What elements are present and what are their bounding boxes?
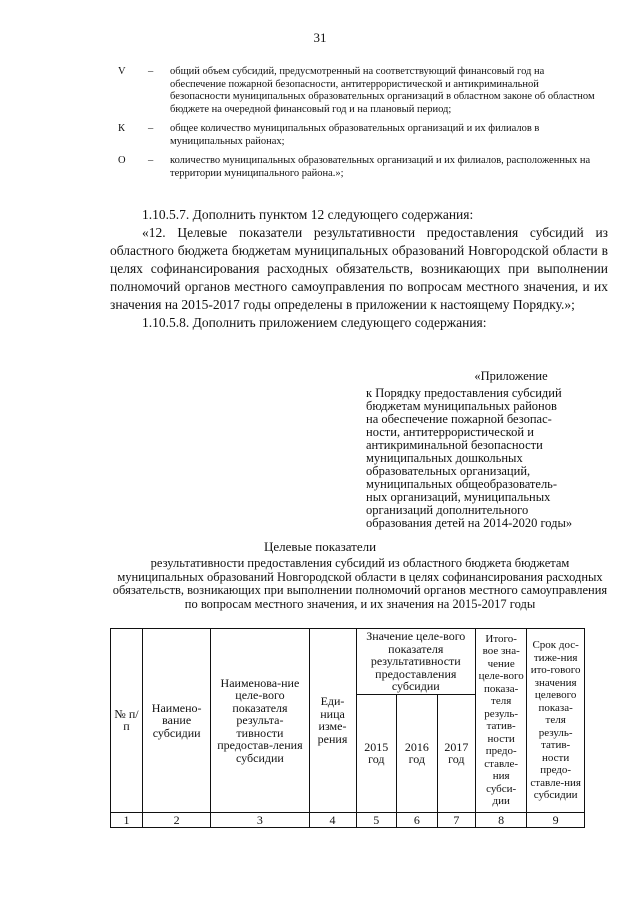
appendix-line: ных организаций, муниципальных [366, 490, 551, 504]
table-subtitle: результативности предоставления субсидий из областного бюджета бюджетам муниципальных образований Новгородской области в целях софинансирования расходных обязательств, возникающих при выполнении полномочий органов местного самоуправления по вопросам местного значения, и их значения на 2015-2017 годы [112, 556, 608, 611]
paragraph-1: 1.10.5.7. Дополнить пунктом 12 следующего содержания: [142, 207, 474, 222]
appendix-block [366, 370, 606, 530]
column-number: 7 [437, 812, 475, 828]
definition-symbol: V [118, 66, 126, 77]
header-cell-unit: Еди-ница изме-рения [309, 629, 356, 813]
definitions-list [118, 66, 598, 187]
definition-item [118, 123, 598, 148]
definition-dash: – [148, 66, 154, 77]
column-number: 8 [476, 812, 527, 828]
table-column-numbers-row [111, 812, 585, 828]
definition-symbol: О [118, 155, 126, 166]
definition-dash: – [148, 155, 154, 166]
column-number: 2 [143, 812, 211, 828]
definition-dash: – [148, 123, 154, 134]
definition-symbol: К [118, 123, 126, 134]
appendix-line: к Порядку предоставления субсидий [366, 386, 562, 400]
definition-item [118, 155, 598, 180]
column-number: 9 [527, 812, 585, 828]
appendix-line: ности, антитеррористической и [366, 425, 534, 439]
header-cell-total: Итого-вое зна-чение целе-вого показа-теля резуль-татив-ности предо-ставле-ния субси-дии [476, 629, 527, 813]
appendix-line: организаций дополнительного [366, 503, 529, 517]
paragraph-3: 1.10.5.8. Дополнить приложением следующего содержания: [142, 315, 487, 330]
header-cell-2016: 2016 год [397, 694, 438, 812]
header-cell-name: Наимено-вание субсидии [143, 629, 211, 813]
header-cell-indicator: Наименова-ние целе-вого показателя результа-тивности предостав-ления субсидии [211, 629, 309, 813]
column-number: 1 [111, 812, 143, 828]
appendix-line: муниципальных дошкольных [366, 451, 523, 465]
paragraph-2: «12. Целевые показатели результативности предоставления субсидий из областного бюджета бюджетам муниципальных образований Новгородской области в целях софинансирования расходных обязательств, возникающих при выполнении полномочий органов местного самоуправления по вопросам местного значения, и их значения на 2015-2017 годы определены в приложении к настоящему Порядку.»; [110, 225, 608, 312]
appendix-line: муниципальных общеобразователь- [366, 477, 558, 491]
main-text [110, 206, 608, 332]
column-number: 6 [397, 812, 438, 828]
table-title: Целевые показатели [263, 539, 377, 554]
definition-item [118, 66, 598, 116]
header-cell-2015: 2015 год [356, 694, 397, 812]
appendix-lines [366, 387, 606, 530]
column-number: 4 [309, 812, 356, 828]
indicators-table [110, 628, 585, 828]
definition-text: общий объем субсидий, предусмотренный на соответствующий финансовый год на обеспечение пожарной безопасности, антитеррористической и антикриминальной безопасности муниципальных образовательных организаций в областном законе об областном бюджете на очередной финансовый год и на плановый период; [170, 66, 595, 115]
header-cell-deadline: Срок дос-тиже-ния ито-гового значения целевого показа-теля резуль-татив-ности предо-ставле-ния субсидии [527, 629, 585, 813]
table-header-row [111, 629, 585, 695]
appendix-line: образования детей на 2014-2020 годы» [366, 516, 573, 530]
header-cell-num: № п/п [111, 629, 143, 813]
column-number: 5 [356, 812, 397, 828]
definition-text: общее количество муниципальных образовательных организаций и их филиалов в муниципальных районах; [170, 123, 540, 147]
appendix-line: антикриминальной безопасности [366, 438, 543, 452]
definition-text: количество муниципальных образовательных организаций и их филиалов, расположенных на территории муниципального района.»; [170, 155, 591, 179]
appendix-line: на обеспечение пожарной безопас- [366, 412, 552, 426]
column-number: 3 [211, 812, 309, 828]
appendix-line: образовательных организаций, [366, 464, 531, 478]
page-number: 31 [313, 30, 327, 45]
header-cell-2017: 2017 год [437, 694, 475, 812]
header-cell-value: Значение целе-вого показателя результативности предоставления субсидии [356, 629, 476, 695]
appendix-line: бюджетам муниципальных районов [366, 399, 557, 413]
appendix-title: «Приложение [474, 369, 548, 383]
